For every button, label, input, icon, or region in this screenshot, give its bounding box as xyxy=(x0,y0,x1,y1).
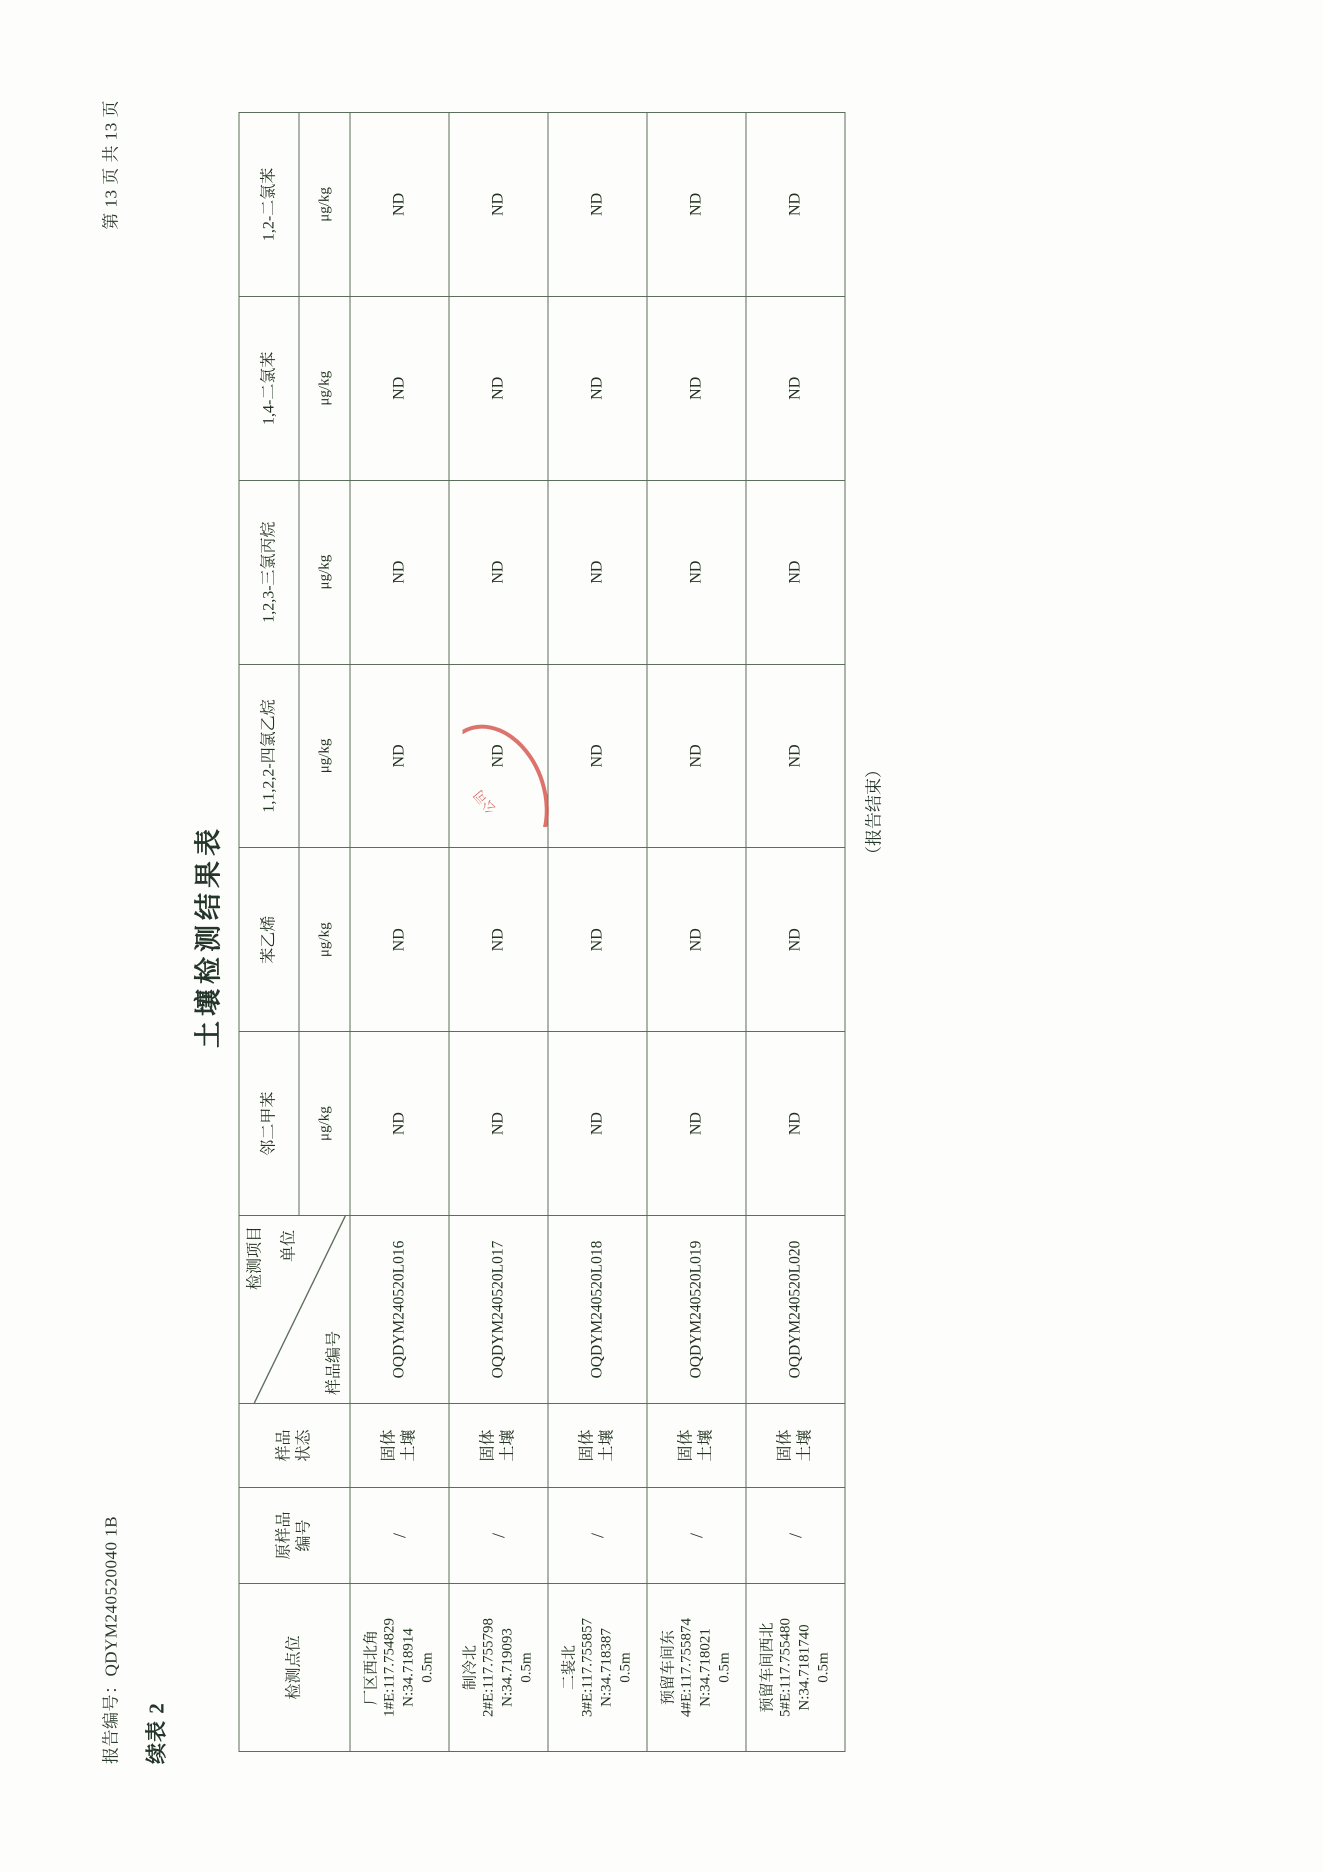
analyte-unit-4: μg/kg xyxy=(299,296,350,480)
row-value: ND xyxy=(548,296,647,480)
analyte-unit-2: μg/kg xyxy=(299,664,350,848)
row-value: ND xyxy=(746,480,845,664)
report-number: 报告编号：QDYM240520040 1B xyxy=(101,1515,120,1764)
analyte-header-1: 苯乙烯 xyxy=(239,848,299,1032)
row-value: ND xyxy=(449,113,548,297)
table-row xyxy=(350,113,449,1752)
row-value: ND xyxy=(548,1032,647,1216)
row-sample-no: OQDYM240520L018 xyxy=(548,1216,647,1404)
row-value: ND xyxy=(548,480,647,664)
row-value: ND xyxy=(746,296,845,480)
row-site: 厂区西北角 1#E:117.754829 N:34.718914 0.5m xyxy=(350,1584,449,1752)
row-sample-state: 固体 土壤 xyxy=(449,1404,548,1488)
table-header-row xyxy=(239,113,299,1752)
analyte-header-4: 1,4-二氯苯 xyxy=(239,296,299,480)
row-original-sample-no: / xyxy=(350,1488,449,1584)
svg-text:公司: 公司 xyxy=(470,787,499,817)
row-original-sample-no: / xyxy=(548,1488,647,1584)
row-site: 预留车间西北 5#E:117.755480 N:34.7181740 0.5m xyxy=(746,1584,845,1752)
continued-table-label: 续表 2 xyxy=(144,1702,168,1764)
row-sample-state: 固体 土壤 xyxy=(647,1404,746,1488)
table-row xyxy=(548,113,647,1752)
page-number: 第 13 页 共 13 页 xyxy=(101,100,120,230)
row-original-sample-no: / xyxy=(647,1488,746,1584)
row-sample-no: OQDYM240520L017 xyxy=(449,1216,548,1404)
analyte-header-2: 1,1,2,2-四氯乙烷 xyxy=(239,664,299,848)
table-row xyxy=(449,113,548,1752)
row-value: ND xyxy=(449,1032,548,1216)
row-site: 制冷北 2#E:117.755798 N:34.719093 0.5m xyxy=(449,1584,548,1752)
row-value: ND xyxy=(647,1032,746,1216)
report-end-note: （报告结束） xyxy=(864,761,883,863)
row-sample-state: 固体 土壤 xyxy=(746,1404,845,1488)
analyte-header-5: 1,2-二氯苯 xyxy=(239,113,299,297)
row-site: 预留车间东 4#E:117.755874 N:34.718021 0.5m xyxy=(647,1584,746,1752)
soil-test-results-table xyxy=(238,112,845,1752)
row-value: ND xyxy=(350,1032,449,1216)
row-value: ND xyxy=(350,848,449,1032)
row-value: ND xyxy=(746,113,845,297)
row-value: ND xyxy=(548,848,647,1032)
analyte-header-3: 1,2,3-三氯丙烷 xyxy=(239,480,299,664)
row-value: ND xyxy=(449,664,548,848)
header-item-label: 检测项目 xyxy=(246,1226,263,1291)
col-header-item-unit-sample xyxy=(239,1216,350,1404)
row-sample-state: 固体 土壤 xyxy=(350,1404,449,1488)
analyte-unit-3: μg/kg xyxy=(299,480,350,664)
row-sample-state: 固体 土壤 xyxy=(548,1404,647,1488)
row-value: ND xyxy=(350,113,449,297)
row-value: ND xyxy=(746,664,845,848)
row-value: ND xyxy=(449,480,548,664)
row-value: ND xyxy=(548,664,647,848)
table-row xyxy=(647,113,746,1752)
table-row xyxy=(746,113,845,1752)
analyte-unit-5: μg/kg xyxy=(299,113,350,297)
results-table-wrapper xyxy=(238,112,884,1752)
row-original-sample-no: / xyxy=(449,1488,548,1584)
row-value: ND xyxy=(746,1032,845,1216)
row-value: ND xyxy=(647,480,746,664)
header-unit-label: 单位 xyxy=(280,1230,297,1263)
row-site: 二装北 3#E:117.755857 N:34.718387 0.5m xyxy=(548,1584,647,1752)
row-sample-no: OQDYM240520L019 xyxy=(647,1216,746,1404)
col-header-site: 检测点位 xyxy=(239,1584,350,1752)
row-value: ND xyxy=(548,113,647,297)
row-value: ND xyxy=(350,296,449,480)
analyte-header-0: 邻二甲苯 xyxy=(239,1032,299,1216)
row-value: ND xyxy=(647,296,746,480)
row-value: ND xyxy=(647,113,746,297)
row-value: ND xyxy=(350,664,449,848)
row-value: ND xyxy=(449,848,548,1032)
row-value: ND xyxy=(647,848,746,1032)
row-sample-no: OQDYM240520L020 xyxy=(746,1216,845,1404)
row-value: ND xyxy=(746,848,845,1032)
row-value: ND xyxy=(350,480,449,664)
row-original-sample-no: / xyxy=(746,1488,845,1584)
col-header-sample-state: 样品 状态 xyxy=(239,1404,350,1488)
row-value: ND xyxy=(449,296,548,480)
row-value: ND xyxy=(647,664,746,848)
header-sample-no-label: 样品编号 xyxy=(325,1330,342,1395)
row-sample-no: OQDYM240520L016 xyxy=(350,1216,449,1404)
page-title: 土壤检测结果表 xyxy=(193,824,223,1048)
analyte-unit-1: μg/kg xyxy=(299,848,350,1032)
col-header-original-sample-no: 原样品 编号 xyxy=(239,1488,350,1584)
analyte-unit-0: μg/kg xyxy=(299,1032,350,1216)
